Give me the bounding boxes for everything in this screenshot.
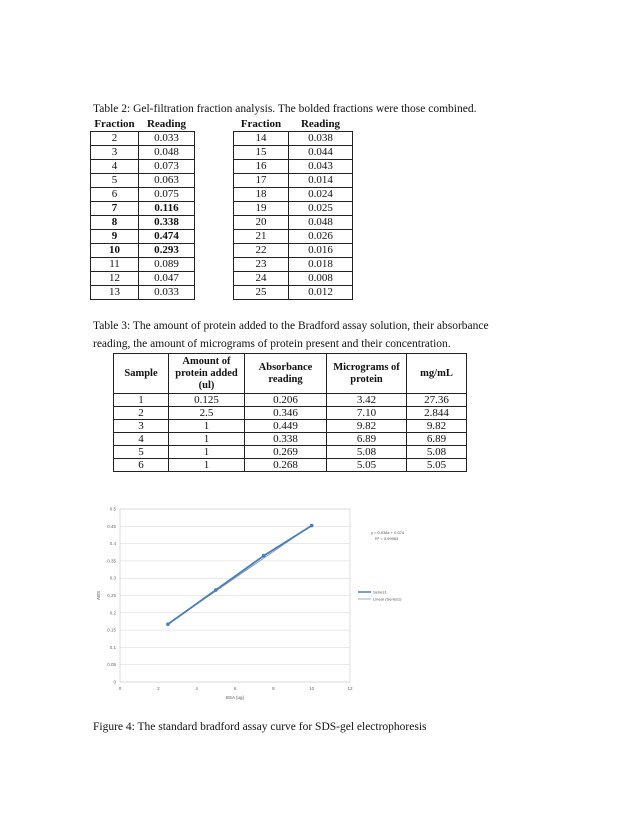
table-row [91, 132, 195, 146]
sample-header: Sample [114, 354, 169, 394]
fraction-cell: 8 [91, 216, 139, 230]
reading-cell: 0.018 [289, 258, 353, 272]
fraction-cell: 25 [234, 286, 289, 300]
y-tick-label: 0.15 [107, 627, 116, 633]
fraction-cell: 20 [234, 216, 289, 230]
amount-cell: 0.125 [169, 394, 245, 407]
fraction-cell: 7 [91, 202, 139, 216]
absorbance-cell: 0.206 [245, 394, 327, 407]
y-tick-label: 0.2 [109, 610, 116, 616]
y-tick-label: 0 [113, 679, 116, 685]
reading-cell: 0.025 [289, 202, 353, 216]
reading-cell: 0.024 [289, 188, 353, 202]
fraction-cell: 13 [91, 286, 139, 300]
table-row [114, 407, 467, 420]
legend-trend-label: Linear (Series1) [373, 596, 402, 602]
legend-series-label: Series1 [373, 589, 387, 595]
reading-cell: 0.033 [139, 132, 195, 146]
concentration-cell: 5.05 [407, 459, 467, 472]
reading-cell: 0.016 [289, 244, 353, 258]
micrograms-cell: 3.42 [327, 394, 407, 407]
micrograms-cell: 7.10 [327, 407, 407, 420]
amount-cell: 1 [169, 433, 245, 446]
protein-table [113, 353, 467, 472]
table-row [114, 394, 467, 407]
fraction-cell: 11 [91, 258, 139, 272]
reading-header: Reading [139, 118, 195, 132]
sample-cell: 3 [114, 420, 169, 433]
micrograms-cell: 5.05 [327, 459, 407, 472]
reading-cell: 0.474 [139, 230, 195, 244]
table-row [91, 272, 195, 286]
concentration-cell: 6.89 [407, 433, 467, 446]
concentration-cell: 2.844 [407, 407, 467, 420]
absorbance-cell: 0.268 [245, 459, 327, 472]
reading-cell: 0.063 [139, 174, 195, 188]
micrograms-cell: 5.08 [327, 446, 407, 459]
reading-cell: 0.073 [139, 160, 195, 174]
table-row [234, 146, 353, 160]
data-point [262, 554, 266, 558]
table-row [234, 202, 353, 216]
x-axis-label: BSA (ug) [225, 695, 245, 700]
table-row [114, 433, 467, 446]
fraction-cell: 5 [91, 174, 139, 188]
fraction-cell: 23 [234, 258, 289, 272]
bradford-standard-curve [88, 495, 498, 707]
table-row [234, 174, 353, 188]
table-row [91, 174, 195, 188]
x-tick-label: 10 [309, 686, 315, 691]
table-row [234, 160, 353, 174]
concentration-cell: 27.36 [407, 394, 467, 407]
x-tick-label: 2 [157, 686, 160, 691]
absorbance-cell: 0.346 [245, 407, 327, 420]
table-row [234, 258, 353, 272]
concentration-cell: 5.08 [407, 446, 467, 459]
fraction-cell: 4 [91, 160, 139, 174]
fraction-cell: 3 [91, 146, 139, 160]
table3-caption-line2: reading, the amount of micrograms of protein present and their concentration. [93, 338, 451, 350]
table-row [234, 188, 353, 202]
table-row [114, 420, 467, 433]
table-row [91, 202, 195, 216]
fraction-cell: 21 [234, 230, 289, 244]
absorbance-header: Absorbance reading [245, 354, 327, 394]
micrograms-cell: 6.89 [327, 433, 407, 446]
reading-cell: 0.048 [289, 216, 353, 230]
table-row [234, 244, 353, 258]
y-tick-label: 0.4 [109, 541, 116, 547]
y-axis-label: ABS [96, 590, 101, 601]
table-row [91, 286, 195, 300]
fraction-cell: 18 [234, 188, 289, 202]
fraction-cell: 14 [234, 132, 289, 146]
fraction-cell: 6 [91, 188, 139, 202]
fraction-cell: 22 [234, 244, 289, 258]
fraction-header: Fraction [234, 118, 289, 132]
table2-caption: Table 2: Gel-filtration fraction analysis. The bolded fractions were those combined. [93, 103, 477, 115]
reading-cell: 0.014 [289, 174, 353, 188]
data-point [310, 524, 314, 528]
table-row [114, 459, 467, 472]
reading-cell: 0.033 [139, 286, 195, 300]
y-tick-label: 0.3 [109, 575, 116, 581]
fraction-header: Fraction [91, 118, 139, 132]
table-row [91, 216, 195, 230]
reading-cell: 0.075 [139, 188, 195, 202]
fraction-cell: 10 [91, 244, 139, 258]
reading-cell: 0.089 [139, 258, 195, 272]
reading-cell: 0.026 [289, 230, 353, 244]
y-tick-label: 0.45 [107, 523, 116, 529]
reading-cell: 0.048 [139, 146, 195, 160]
x-tick-label: 0 [118, 686, 122, 691]
concentration-header: mg/mL [407, 354, 467, 394]
micrograms-header: Micrograms of protein [327, 354, 407, 394]
fraction-cell: 12 [91, 272, 139, 286]
fraction-cell: 2 [91, 132, 139, 146]
sample-cell: 1 [114, 394, 169, 407]
table-row [114, 446, 467, 459]
table-row [234, 230, 353, 244]
trend-equation: y = 0.038x + 0.074 [371, 530, 405, 535]
concentration-cell: 9.82 [407, 420, 467, 433]
table-row [91, 244, 195, 258]
table-row [91, 258, 195, 272]
r-squared: R² = 0.99963 [375, 536, 399, 541]
micrograms-cell: 9.82 [327, 420, 407, 433]
data-point [166, 622, 170, 626]
table-row [91, 160, 195, 174]
y-tick-label: 0.25 [107, 593, 116, 598]
reading-cell: 0.043 [289, 160, 353, 174]
reading-header: Reading [289, 118, 353, 132]
table-row [91, 230, 195, 244]
absorbance-cell: 0.269 [245, 446, 327, 459]
sample-cell: 2 [114, 407, 169, 420]
data-point [214, 588, 218, 592]
amount-cell: 2.5 [169, 407, 245, 420]
reading-cell: 0.047 [139, 272, 195, 286]
table3-caption-line1: Table 3: The amount of protein added to the Bradford assay solution, their absorbance [93, 320, 489, 332]
amount-cell: 1 [169, 459, 245, 472]
sample-cell: 4 [114, 433, 169, 446]
reading-cell: 0.008 [289, 272, 353, 286]
y-tick-label: 0.05 [107, 662, 116, 668]
fraction-cell: 9 [91, 230, 139, 244]
x-tick-label: 6 [233, 686, 237, 691]
amount-cell: 1 [169, 446, 245, 459]
fraction-cell: 16 [234, 160, 289, 174]
reading-cell: 0.038 [289, 132, 353, 146]
fraction-cell: 24 [234, 272, 289, 286]
x-tick-label: 12 [347, 686, 353, 691]
sample-cell: 6 [114, 459, 169, 472]
table-row [91, 146, 195, 160]
x-tick-label: 4 [195, 686, 198, 691]
table-row [234, 132, 353, 146]
x-tick-label: 8 [272, 686, 275, 691]
fraction-table-right [233, 118, 353, 300]
reading-cell: 0.044 [289, 146, 353, 160]
absorbance-cell: 0.449 [245, 420, 327, 433]
table-row [234, 286, 353, 300]
table-row [234, 272, 353, 286]
absorbance-cell: 0.338 [245, 433, 327, 446]
fraction-cell: 15 [234, 146, 289, 160]
table-row [91, 188, 195, 202]
fraction-cell: 17 [234, 174, 289, 188]
amount-header: Amount of protein added (ul) [169, 354, 245, 394]
fraction-cell: 19 [234, 202, 289, 216]
y-tick-label: 0.5 [109, 506, 116, 512]
fraction-table-left [90, 118, 195, 300]
y-tick-label: 0.1 [109, 644, 116, 650]
figure4-caption: Figure 4: The standard bradford assay curve for SDS-gel electrophoresis [93, 721, 427, 733]
reading-cell: 0.116 [139, 202, 195, 216]
reading-cell: 0.338 [139, 216, 195, 230]
reading-cell: 0.012 [289, 286, 353, 300]
reading-cell: 0.293 [139, 244, 195, 258]
y-tick-label: 0.35 [107, 558, 116, 564]
table-row [234, 216, 353, 230]
amount-cell: 1 [169, 420, 245, 433]
sample-cell: 5 [114, 446, 169, 459]
